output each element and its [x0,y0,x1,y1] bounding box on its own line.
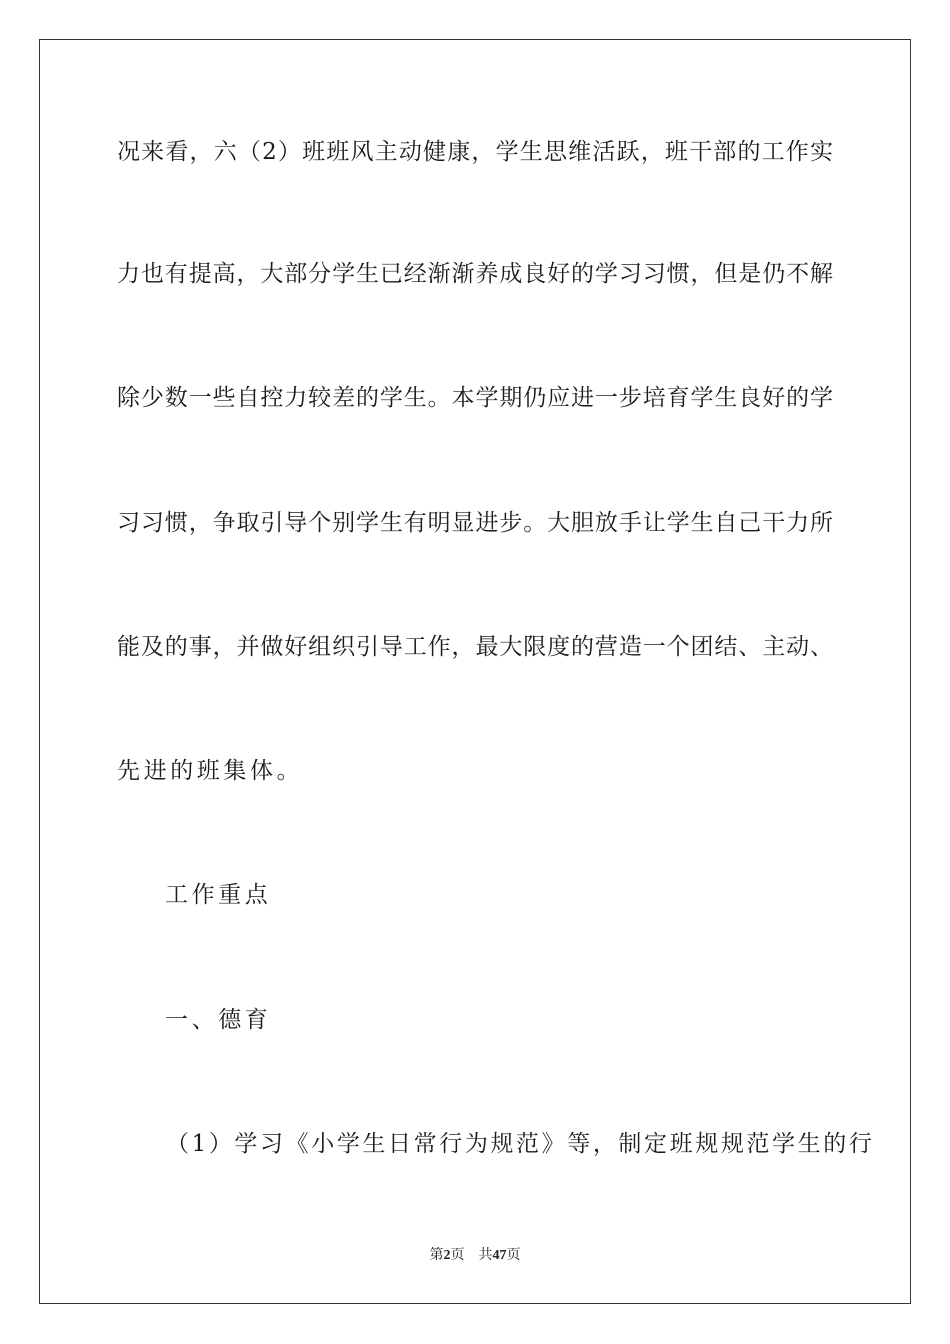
body-line-4: 习习惯，争取引导个别学生有明显进步。大胆放手让学生自己干力所 [117,510,833,536]
list-item-1: （1）学习《小学生日常行为规范》等，制定班规规范学生的行 [166,1131,875,1157]
total-page-count: 47 [492,1248,507,1263]
body-line-2: 力也有提高，大部分学生已经渐渐养成良好的学习习惯，但是仍不解 [117,261,833,287]
total-label-prefix: 共 [478,1248,493,1263]
section-heading-focus: 工作重点 [165,882,272,908]
section-heading-moral: 一、德育 [165,1007,272,1033]
page-label-prefix: 第 [429,1248,444,1263]
total-label-suffix: 页 [506,1248,521,1263]
body-line-1: 况来看，六（2）班班风主动健康，学生思维活跃，班干部的工作实 [117,139,833,165]
body-line-6: 先进的班集体。 [117,758,304,784]
current-page-number: 2 [443,1248,451,1263]
body-line-3: 除少数一些自控力较差的学生。本学期仍应进一步培育学生良好的学 [117,385,833,411]
body-line-5: 能及的事，并做好组织引导工作，最大限度的营造一个团结、主动、 [117,634,833,660]
page-label-suffix: 页 [450,1248,465,1263]
page-footer [0,1247,950,1265]
page-border [39,39,911,1304]
